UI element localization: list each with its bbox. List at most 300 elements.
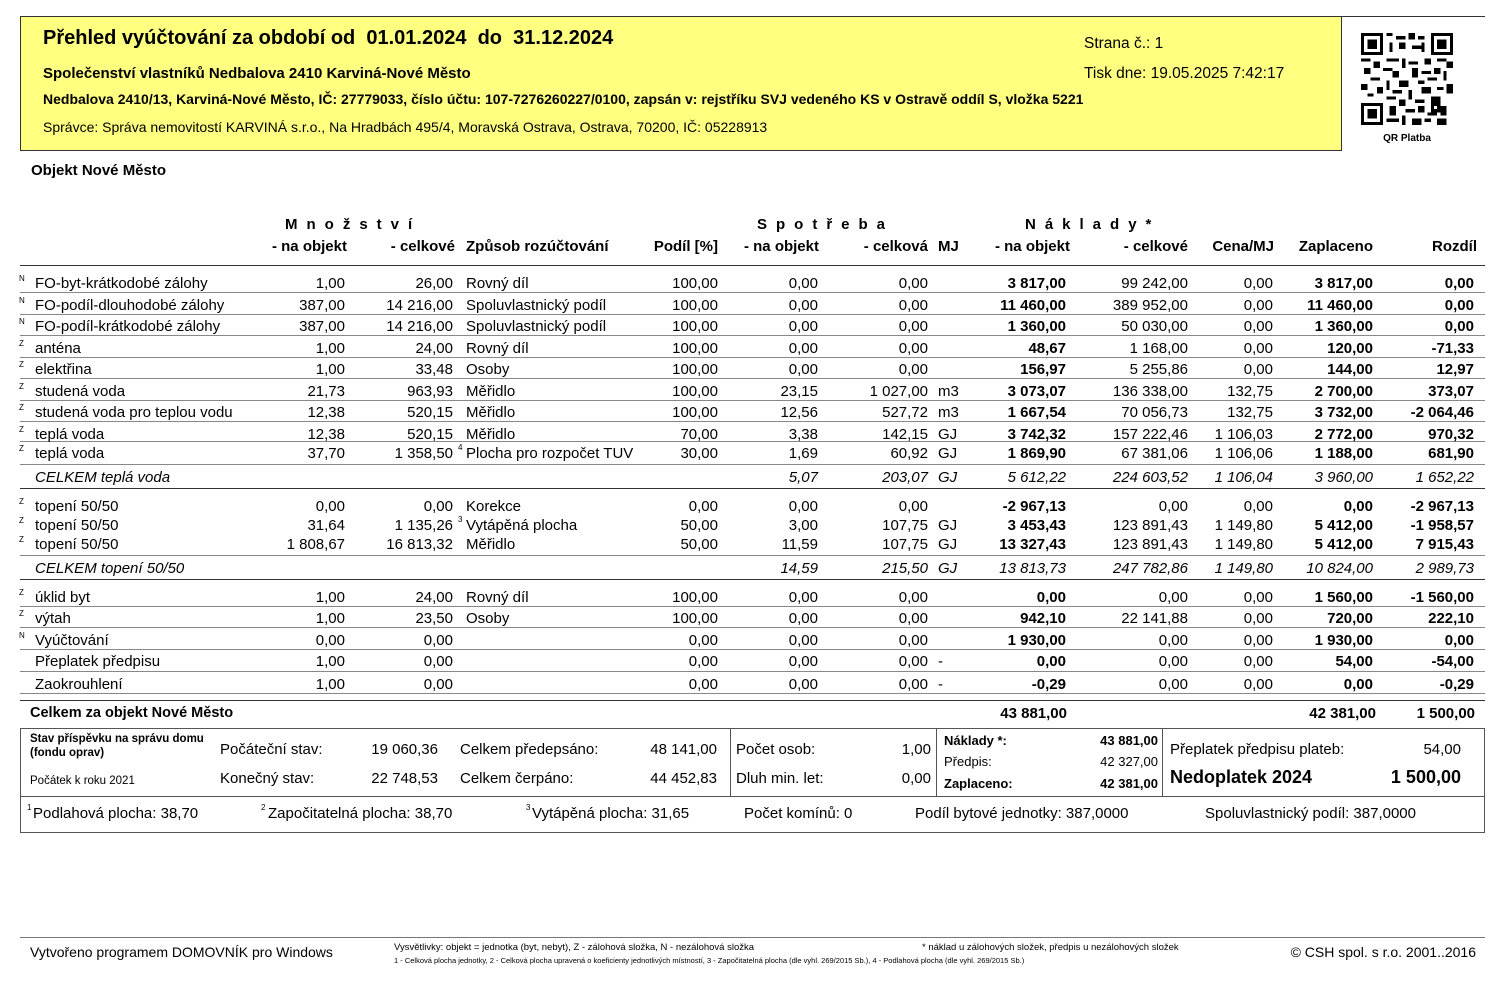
result-value: 1 500,00 (1390, 767, 1461, 787)
cell-m-objekt: 31,64 (307, 517, 345, 534)
subtotal-name: CELKEM topení 50/50 (35, 560, 185, 577)
cell-s-celkova: 142,15 (882, 426, 928, 443)
cell-n-celkove: 22 141,88 (1121, 610, 1188, 627)
cell-rozdil: 0,00 (1444, 275, 1474, 292)
summary-vline-2 (936, 728, 937, 796)
cell-cena-mj: 1 106,06 (1214, 445, 1273, 462)
cell-podil: 100,00 (672, 404, 718, 421)
subtotal-cell-cena-mj: 1 106,04 (1214, 469, 1273, 486)
cell-s-celkova: 0,00 (898, 632, 928, 649)
cell-m-objekt: 387,00 (299, 318, 345, 335)
cell-cena-mj: 1 106,03 (1214, 426, 1273, 443)
cell-zpusob: Měřidlo (466, 383, 516, 400)
cell-rozdil: 7 915,43 (1415, 536, 1474, 553)
cell-rozdil: -1 958,57 (1410, 517, 1474, 534)
cell-zaplaceno: 5 412,00 (1314, 517, 1373, 534)
co-share: Spoluvlastnický podíl: 387,0000 (1205, 805, 1416, 822)
cell-podil: 100,00 (672, 297, 718, 314)
subtotal-cell-n-celkove: 224 603,52 (1112, 469, 1188, 486)
cell-zaplaceno: 2 700,00 (1314, 383, 1373, 400)
footer-program: Vytvořeno programem DOMOVNÍK pro Windows (30, 944, 333, 960)
summary-vline-1 (730, 728, 731, 796)
cell-rozdil: 373,07 (1428, 383, 1474, 400)
cell-n-objekt: 48,67 (1028, 340, 1066, 357)
subtotal-cell-cena-mj: 1 149,80 (1214, 560, 1273, 577)
costs-value: 43 881,00 (1100, 733, 1158, 748)
paid-label: Zaplaceno: (944, 776, 1013, 791)
cell-m-objekt: 1,00 (315, 610, 345, 627)
cell-m-celkove: 23,50 (415, 610, 453, 627)
cell-podil: 100,00 (672, 275, 718, 292)
row-rule (20, 649, 1485, 650)
summary-divider (20, 796, 1485, 797)
cell-m-objekt: 0,00 (315, 498, 345, 515)
cell-n-celkove: 136 338,00 (1112, 383, 1188, 400)
cell-m-objekt: 37,70 (307, 445, 345, 462)
cell-n-objekt: 1 930,00 (1007, 632, 1066, 649)
cell-podil: 70,00 (680, 426, 718, 443)
cell-m-celkove: 14 216,00 (386, 318, 453, 335)
cell-m-celkove: 0,00 (423, 632, 453, 649)
cell-m-celkove: 520,15 (407, 426, 453, 443)
row-rule (20, 671, 1485, 672)
counted-sup: 2 (261, 803, 266, 812)
row-type-mark: Z (19, 444, 24, 453)
cell-rozdil: 0,00 (1444, 318, 1474, 335)
overpay-label: Přeplatek předpisu plateb: (1170, 741, 1345, 758)
cell-rozdil: -2 967,13 (1410, 498, 1474, 515)
overpay-value: 54,00 (1423, 741, 1461, 758)
row-rule (20, 314, 1485, 315)
cell-s-objekt: 0,00 (788, 297, 818, 314)
row-type-mark: Z (19, 588, 24, 597)
fund-title: Stav příspěvku na správu domu (fondu oprav) (30, 733, 204, 759)
cell-cena-mj: 1 149,80 (1214, 536, 1273, 553)
cell-name: topení 50/50 (35, 498, 119, 515)
costs-label: Náklady *: (944, 733, 1007, 748)
persons-label: Počet osob: (736, 741, 816, 758)
group-naklady: Náklady* (1025, 216, 1161, 233)
cell-name: FO-podíl-krátkodobé zálohy (35, 318, 221, 335)
cell-n-celkove: 123 891,43 (1112, 517, 1188, 534)
subtotal-cell-s-objekt: 14,59 (780, 560, 818, 577)
subtotal-cell-mj: GJ (938, 560, 958, 577)
cell-cena-mj: 1 149,80 (1214, 517, 1273, 534)
col-podil: Podíl [%] (653, 238, 718, 255)
summary-vline-3 (1162, 728, 1163, 796)
cell-m-objekt: 1,00 (315, 676, 345, 693)
counted-area: Započitatelná plocha: 38,70 (268, 805, 453, 822)
cell-s-celkova: 0,00 (898, 653, 928, 670)
cell-n-objekt: -2 967,13 (1002, 498, 1066, 515)
cell-zaplaceno: 1 560,00 (1314, 589, 1373, 606)
cell-name: topení 50/50 (35, 517, 119, 534)
cell-cena-mj: 132,75 (1227, 404, 1273, 421)
cell-s-objekt: 0,00 (788, 632, 818, 649)
cell-s-celkova: 527,72 (882, 404, 928, 421)
cell-zaplaceno: 0,00 (1343, 676, 1373, 693)
debt-label: Dluh min. let: (736, 770, 824, 787)
cell-name: úklid byt (35, 589, 91, 606)
cell-m-objekt: 21,73 (307, 383, 345, 400)
row-type-mark: N (19, 274, 25, 283)
cell-rozdil: -2 064,46 (1410, 404, 1474, 421)
col-zaplaceno: Zaplaceno (1298, 238, 1373, 255)
chimneys: Počet komínů: 0 (744, 805, 853, 822)
cell-podil: 30,00 (680, 445, 718, 462)
cell-s-celkova: 0,00 (898, 318, 928, 335)
cell-n-objekt: 942,10 (1020, 610, 1066, 627)
cell-cena-mj: 0,00 (1243, 297, 1273, 314)
cell-n-objekt: 3 817,00 (1007, 275, 1066, 292)
cell-podil: 50,00 (680, 517, 718, 534)
footer-legend-1: Vysvětlivky: objekt = jednotka (byt, nebyt), Z - zálohová složka, N - nezálohová složka (394, 942, 755, 953)
cell-footnote-mark: 3 (458, 515, 463, 524)
col-n-objekt: - na objekt (994, 238, 1070, 255)
cell-name: topení 50/50 (35, 536, 119, 553)
cell-s-celkova: 60,92 (890, 445, 928, 462)
print-date: Tisk dne: 19.05.2025 7:42:17 (1084, 65, 1285, 82)
cell-name: anténa (35, 340, 81, 357)
cell-s-objekt: 0,00 (788, 610, 818, 627)
cell-n-celkove: 50 030,00 (1121, 318, 1188, 335)
col-cena-mj: Cena/MJ (1212, 238, 1274, 255)
subtotal-cell-rozdil: 2 989,73 (1415, 560, 1474, 577)
row-type-mark: Z (19, 382, 24, 391)
row-rule (20, 464, 1485, 465)
cell-name: Zaokrouhlení (35, 676, 123, 693)
cell-name: FO-podíl-dlouhodobé zálohy (35, 297, 225, 314)
cell-podil: 0,00 (688, 498, 718, 515)
cell-s-celkova: 0,00 (898, 297, 928, 314)
cell-zpusob: Měřidlo (466, 536, 516, 553)
cell-mj: GJ (938, 445, 958, 462)
subtotal-name: CELKEM teplá voda (35, 469, 171, 486)
cell-s-objekt: 3,00 (788, 517, 818, 534)
cell-rozdil: -71,33 (1431, 340, 1474, 357)
cell-name: výtah (35, 610, 71, 627)
cell-cena-mj: 0,00 (1243, 275, 1273, 292)
cell-cena-mj: 0,00 (1243, 632, 1273, 649)
cell-s-objekt: 0,00 (788, 318, 818, 335)
cell-cena-mj: 0,00 (1243, 676, 1273, 693)
cell-name: Vyúčtování (35, 632, 109, 649)
cell-cena-mj: 0,00 (1243, 340, 1273, 357)
row-rule (20, 693, 1485, 694)
cell-n-objekt: 1 869,90 (1007, 445, 1066, 462)
row-type-mark: N (19, 317, 25, 326)
row-rule (20, 555, 1485, 556)
cell-m-objekt: 1 808,67 (286, 536, 345, 553)
cell-mj: m3 (938, 383, 959, 400)
cell-podil: 0,00 (688, 676, 718, 693)
heated-sup: 3 (526, 803, 531, 812)
cell-mj: GJ (938, 517, 958, 534)
cell-n-celkove: 0,00 (1158, 676, 1188, 693)
cell-name: studená voda pro teplou vodu (35, 404, 233, 421)
cell-zpusob: Rovný díl (466, 275, 529, 292)
cell-podil: 100,00 (672, 589, 718, 606)
cell-s-objekt: 0,00 (788, 361, 818, 378)
cell-zaplaceno: 5 412,00 (1314, 536, 1373, 553)
subtotal-cell-zaplaceno: 3 960,00 (1314, 469, 1373, 486)
fund-drawn-value: 44 452,83 (650, 770, 717, 787)
cell-s-celkova: 0,00 (898, 275, 928, 292)
cell-s-objekt: 0,00 (788, 653, 818, 670)
cell-rozdil: 681,90 (1428, 445, 1474, 462)
cell-n-celkove: 0,00 (1158, 632, 1188, 649)
cell-m-celkove: 1 135,26 (394, 517, 453, 534)
cell-cena-mj: 0,00 (1243, 610, 1273, 627)
cell-podil: 0,00 (688, 653, 718, 670)
cell-mj: - (938, 653, 943, 670)
footer-rule (20, 937, 1485, 938)
page-number: Strana č.: 1 (1084, 35, 1164, 52)
cell-mj: GJ (938, 426, 958, 443)
cell-mj: - (938, 676, 943, 693)
cell-zpusob: Rovný díl (466, 340, 529, 357)
cell-n-celkove: 5 255,86 (1129, 361, 1188, 378)
cell-podil: 100,00 (672, 383, 718, 400)
cell-n-objekt: 11 460,00 (1000, 297, 1066, 314)
spravce-info: Správce: Správa nemovitostí KARVINÁ s.r.o., Na Hradbách 495/4, Moravská Ostrava, Ostrava, 70200, IČ: 05228913 (43, 119, 768, 135)
footer-copyright: © CSH spol. s r.o. 2001..2016 (1290, 944, 1476, 960)
debt-value: 0,00 (901, 770, 931, 787)
col-m-celkove: - celkové (390, 238, 455, 255)
cell-n-celkove: 157 222,46 (1112, 426, 1188, 443)
row-rule (20, 292, 1485, 293)
subtotal-cell-n-objekt: 5 612,22 (1007, 469, 1066, 486)
cell-zaplaceno: 144,00 (1327, 361, 1373, 378)
cell-mj: GJ (938, 536, 958, 553)
row-rule (20, 579, 1485, 580)
grand-total-naklady: 43 881,00 (1000, 705, 1067, 722)
cell-n-celkove: 70 056,73 (1121, 404, 1188, 421)
cell-n-celkove: 389 952,00 (1112, 297, 1188, 314)
cell-n-objekt: 0,00 (1036, 653, 1066, 670)
group-mnozstvi: Množství (285, 216, 422, 233)
predpis-value: 42 327,00 (1100, 754, 1158, 769)
cell-zpusob: Osoby (466, 361, 510, 378)
cell-s-objekt: 0,00 (788, 676, 818, 693)
floor-sup: 1 (27, 803, 32, 812)
subtotal-cell-s-objekt: 5,07 (788, 469, 818, 486)
cell-n-objekt: 156,97 (1020, 361, 1066, 378)
cell-zaplaceno: 11 460,00 (1307, 297, 1373, 314)
qr-code-icon[interactable] (1361, 33, 1453, 125)
predpis-label: Předpis: (944, 754, 992, 769)
persons-value: 1,00 (901, 741, 931, 758)
row-type-mark: Z (19, 360, 24, 369)
cell-n-celkove: 1 168,00 (1129, 340, 1188, 357)
cell-name: studená voda (35, 383, 126, 400)
cell-s-objekt: 0,00 (788, 589, 818, 606)
fund-prescribed-value: 48 141,00 (650, 741, 717, 758)
cell-n-celkove: 0,00 (1158, 498, 1188, 515)
cell-m-objekt: 387,00 (299, 297, 345, 314)
cell-rozdil: -1 560,00 (1410, 589, 1474, 606)
heated-area: Vytápěná plocha: 31,65 (532, 805, 690, 822)
row-rule (20, 488, 1485, 489)
cell-s-objekt: 12,56 (780, 404, 818, 421)
row-type-mark: Z (19, 516, 24, 525)
cell-podil: 100,00 (672, 318, 718, 335)
cell-name: elektřina (35, 361, 92, 378)
cell-name: teplá voda (35, 445, 105, 462)
cell-cena-mj: 132,75 (1227, 383, 1273, 400)
cell-n-objekt: 3 073,07 (1007, 383, 1066, 400)
footer-legend-1b: * náklad u zálohových složek, předpis u nezálohových složek (922, 942, 1179, 953)
cell-zaplaceno: 1 930,00 (1314, 632, 1373, 649)
row-rule (20, 400, 1485, 401)
cell-m-celkove: 24,00 (415, 340, 453, 357)
cell-zpusob: Vytápěná plocha (466, 517, 578, 534)
footer-legend-2: 1 - Celková plocha jednotky, 2 - Celková plocha upravená o koeficienty jednotlivých místností, 3 - Započitatelná plocha (dle vyhl. 269/2015 Sb.), 4 - Podlahová plocha (dle vyhl. 269/2015 Sb.) (394, 956, 1025, 965)
col-s-celkova: - celková (863, 238, 928, 255)
row-type-mark: Z (19, 609, 24, 618)
cell-m-celkove: 1 358,50 (394, 445, 453, 462)
cell-zpusob: Spoluvlastnický podíl (466, 318, 607, 335)
cell-zaplaceno: 1 188,00 (1314, 445, 1373, 462)
cell-cena-mj: 0,00 (1243, 498, 1273, 515)
fund-start-year: Počátek k roku 2021 (30, 775, 135, 787)
cell-n-objekt: 3 453,43 (1007, 517, 1066, 534)
cell-m-celkove: 0,00 (423, 676, 453, 693)
cell-rozdil: 222,10 (1428, 610, 1474, 627)
cell-s-celkova: 0,00 (898, 340, 928, 357)
col-m-objekt: - na objekt (271, 238, 347, 255)
cell-m-objekt: 1,00 (315, 275, 345, 292)
cell-m-celkove: 0,00 (423, 498, 453, 515)
cell-s-celkova: 0,00 (898, 676, 928, 693)
cell-podil: 100,00 (672, 340, 718, 357)
floor-area: Podlahová plocha: 38,70 (33, 805, 199, 822)
qr-box (1341, 17, 1485, 151)
fund-initial-value: 19 060,36 (371, 741, 438, 758)
cell-zaplaceno: 0,00 (1343, 498, 1373, 515)
cell-m-objekt: 1,00 (315, 589, 345, 606)
cell-m-celkove: 14 216,00 (386, 297, 453, 314)
cell-s-objekt: 1,69 (788, 445, 818, 462)
cell-zpusob: Měřidlo (466, 426, 516, 443)
subtotal-cell-s-celkova: 203,07 (882, 469, 928, 486)
cell-m-objekt: 12,38 (307, 426, 345, 443)
cell-cena-mj: 0,00 (1243, 653, 1273, 670)
total-rule (20, 700, 1485, 701)
row-rule (20, 378, 1485, 379)
cell-n-objekt: 1 667,54 (1007, 404, 1066, 421)
cell-zaplaceno: 54,00 (1335, 653, 1373, 670)
subtotal-cell-zaplaceno: 10 824,00 (1306, 560, 1373, 577)
cell-cena-mj: 0,00 (1243, 318, 1273, 335)
cell-s-celkova: 0,00 (898, 589, 928, 606)
subtotal-cell-s-celkova: 215,50 (882, 560, 928, 577)
report-header (20, 16, 1485, 151)
row-rule (20, 357, 1485, 358)
fund-drawn-label: Celkem čerpáno: (460, 770, 574, 787)
grand-total-rozdil: 1 500,00 (1416, 705, 1475, 722)
cell-zaplaceno: 3 817,00 (1314, 275, 1373, 292)
cell-n-celkove: 123 891,43 (1112, 536, 1188, 553)
col-mj: MJ (938, 238, 959, 255)
cell-rozdil: 970,32 (1428, 426, 1474, 443)
fund-prescribed-label: Celkem předepsáno: (460, 741, 599, 758)
paid-value: 42 381,00 (1100, 776, 1158, 791)
cell-zaplaceno: 1 360,00 (1314, 318, 1373, 335)
cell-zpusob: Rovný díl (466, 589, 529, 606)
cell-zpusob: Měřidlo (466, 404, 516, 421)
row-type-mark: Z (19, 497, 24, 506)
fund-final-value: 22 748,53 (371, 770, 438, 787)
header-rule (20, 265, 1485, 266)
cell-zpusob: Spoluvlastnický podíl (466, 297, 607, 314)
cell-n-objekt: 1 360,00 (1007, 318, 1066, 335)
subtotal-cell-n-celkove: 247 782,86 (1112, 560, 1188, 577)
cell-footnote-mark: 4 (458, 443, 463, 452)
col-rozdil: Rozdíl (1432, 238, 1477, 255)
cell-s-objekt: 3,38 (788, 426, 818, 443)
cell-m-celkove: 24,00 (415, 589, 453, 606)
row-rule (20, 606, 1485, 607)
col-s-objekt: - na objekt (743, 238, 819, 255)
cell-rozdil: 0,00 (1444, 297, 1474, 314)
cell-podil: 100,00 (672, 610, 718, 627)
qr-label: QR Platba (1383, 133, 1431, 144)
cell-n-objekt: -0,29 (1031, 676, 1066, 693)
cell-m-celkove: 26,00 (415, 275, 453, 292)
grand-total-label: Celkem za objekt Nové Město (30, 705, 234, 721)
row-type-mark: Z (19, 339, 24, 348)
cell-name: Přeplatek předpisu (35, 653, 161, 670)
row-type-mark: Z (19, 403, 24, 412)
result-label: Nedoplatek 2024 (1170, 767, 1313, 787)
cell-rozdil: -54,00 (1431, 653, 1474, 670)
fund-initial-label: Počáteční stav: (220, 741, 323, 758)
row-type-mark: Z (19, 425, 24, 434)
cell-s-objekt: 11,59 (781, 536, 818, 553)
cell-zaplaceno: 2 772,00 (1314, 426, 1373, 443)
cell-s-celkova: 0,00 (898, 361, 928, 378)
row-rule (20, 627, 1485, 628)
cell-s-celkova: 107,75 (882, 517, 928, 534)
cell-n-celkove: 99 242,00 (1121, 275, 1188, 292)
cell-zaplaceno: 720,00 (1327, 610, 1373, 627)
cell-podil: 50,00 (680, 536, 718, 553)
cell-podil: 0,00 (688, 632, 718, 649)
cell-s-celkova: 1 027,00 (869, 383, 928, 400)
cell-n-objekt: 13 327,43 (999, 536, 1066, 553)
object-title: Objekt Nové Město (31, 162, 167, 179)
cell-rozdil: 0,00 (1444, 632, 1474, 649)
report-title: Přehled vyúčtování za období od 01.01.2024 do 31.12.2024 (43, 27, 614, 49)
cell-name: FO-byt-krátkodobé zálohy (35, 275, 208, 292)
cell-zpusob: Plocha pro rozpočet TUV (466, 445, 634, 462)
cell-m-celkove: 0,00 (423, 653, 453, 670)
cell-s-objekt: 0,00 (788, 340, 818, 357)
cell-zpusob: Osoby (466, 610, 510, 627)
cell-s-celkova: 0,00 (898, 498, 928, 515)
cell-name: teplá voda (35, 426, 105, 443)
cell-s-celkova: 0,00 (898, 610, 928, 627)
grand-total-zaplaceno: 42 381,00 (1309, 705, 1376, 722)
row-rule (20, 421, 1485, 422)
cell-s-celkova: 107,75 (882, 536, 928, 553)
unit-share: Podíl bytové jednotky: 387,0000 (915, 805, 1129, 822)
cell-n-celkove: 0,00 (1158, 653, 1188, 670)
cell-rozdil: 12,97 (1436, 361, 1474, 378)
row-rule (20, 335, 1485, 336)
cell-m-objekt: 12,38 (307, 404, 345, 421)
